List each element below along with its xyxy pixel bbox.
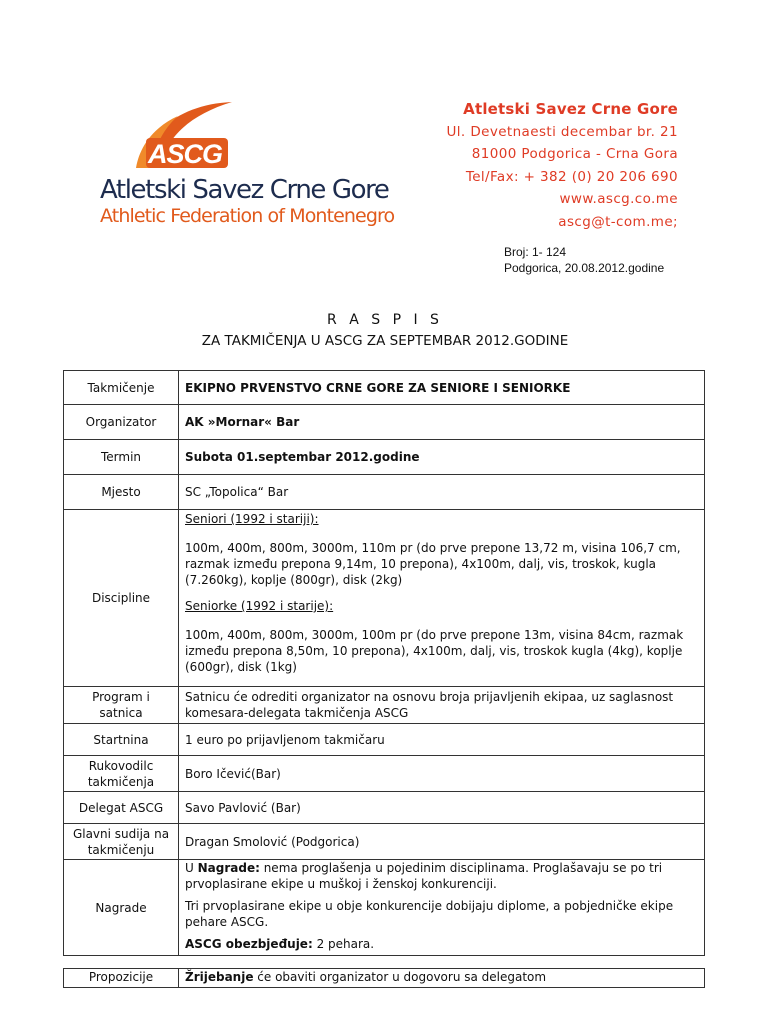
- table-row: [64, 824, 705, 860]
- row-label: Organizator: [64, 405, 179, 440]
- table-row: [64, 792, 705, 824]
- row-value: Savo Pavlović (Bar): [179, 792, 705, 824]
- table-row: [64, 860, 705, 956]
- table-row: [64, 475, 705, 510]
- row-label: Program i satnica: [64, 687, 179, 724]
- nagrade-paragraph-1: U Nagrade: nema proglašenja u pojedinim disciplinama. Proglašavaju se po tri prvoplasirane ekipe u muškoj i ženskoj konkurenciji.: [185, 861, 663, 891]
- reference-date: Podgorica, 20.08.2012.godine: [504, 261, 665, 275]
- row-value: Dragan Smolović (Podgorica): [179, 824, 705, 860]
- row-label: Glavni sudija na takmičenju: [64, 824, 179, 860]
- row-label: Nagrade: [64, 860, 179, 956]
- row-value: EKIPNO PRVENSTVO CRNE GORE ZA SENIORE I SENIORKE: [179, 371, 705, 405]
- seniorke-text: 100m, 400m, 800m, 3000m, 100m pr (do prve prepone 13m, visina 84cm, razmak između prepona 8,50m, 10 prepona), 4x100m, dalj, vis, troskok kugla (4kg), koplje (600gr), disk (1kg): [185, 628, 684, 674]
- contact-web[interactable]: www.ascg.co.me: [559, 191, 678, 207]
- logo-subtitle: Athletic Federation of Montenegro: [100, 205, 395, 227]
- contact-block: [447, 98, 679, 233]
- row-value: SC „Topolica“ Bar: [179, 475, 705, 510]
- table-row: [64, 510, 705, 687]
- table-row: [64, 756, 705, 792]
- competition-table: [63, 370, 705, 956]
- document-title: R A S P I S: [327, 312, 443, 328]
- seniorke-heading: Seniorke (1992 i starije):: [185, 599, 334, 613]
- nagrade-paragraph-3: ASCG obezbjeđuje: 2 pehara.: [185, 937, 375, 951]
- table-row: [64, 440, 705, 475]
- propozicije-table: [63, 968, 705, 988]
- row-value: Satnicu će odrediti organizator na osnovu broja prijavljenih ekipaa, uz saglasnost komesara-delegata takmičenja ASCG: [179, 687, 705, 724]
- row-label: Termin: [64, 440, 179, 475]
- row-label: Delegat ASCG: [64, 792, 179, 824]
- row-label: Takmičenje: [64, 371, 179, 405]
- document-subtitle: ZA TAKMIČENJA U ASCG ZA SEPTEMBAR 2012.GODINE: [201, 333, 569, 349]
- nagrade-paragraph-2: Tri prvoplasirane ekipe u obje konkurencije dobijaju diplome, a pobjedničke ekipe pehare ASCG.: [185, 899, 674, 929]
- table-row: [64, 371, 705, 405]
- seniori-text: 100m, 400m, 800m, 3000m, 110m pr (do prve prepone 13,72 m, visina 106,7 cm, razmak između prepona 9,14m, 10 prepona), 4x100m, dalj, vis, troskok, kugla (7.260kg), koplje (800gr), disk (2kg): [185, 541, 681, 587]
- row-value: Žrijebanje će obaviti organizator u dogovoru sa delegatom: [179, 969, 705, 988]
- row-value: [179, 860, 705, 956]
- table-row: [64, 969, 705, 988]
- row-label: Propozicije: [64, 969, 179, 988]
- contact-city: 81000 Podgorica - Crna Gora: [471, 146, 678, 162]
- table-row: [64, 405, 705, 440]
- table-row: [64, 724, 705, 756]
- contact-email[interactable]: ascg@t-com.me;: [558, 213, 678, 230]
- seniori-heading: Seniori (1992 i stariji):: [185, 512, 319, 526]
- row-label: Discipline: [64, 510, 179, 687]
- logo-abbreviation: ASCG: [148, 139, 223, 169]
- row-label: Startnina: [64, 724, 179, 756]
- row-value: AK »Mornar« Bar: [179, 405, 705, 440]
- row-value: [179, 510, 705, 687]
- row-label: Mjesto: [64, 475, 179, 510]
- row-value: Subota 01.septembar 2012.godine: [179, 440, 705, 475]
- table-row: [64, 687, 705, 724]
- row-value: Boro Ičević(Bar): [179, 756, 705, 792]
- row-value: 1 euro po prijavljenom takmičaru: [179, 724, 705, 756]
- reference-number: Broj: 1- 124: [504, 245, 567, 259]
- contact-street: Ul. Devetnaesti decembar br. 21: [446, 123, 678, 140]
- logo-name: Atletski Savez Crne Gore: [100, 175, 389, 205]
- contact-phone: Tel/Fax: + 382 (0) 20 206 690: [465, 168, 678, 185]
- contact-org: Atletski Savez Crne Gore: [463, 100, 678, 118]
- row-label: Rukovodilc takmičenja: [64, 756, 179, 792]
- reference-block: [504, 244, 664, 276]
